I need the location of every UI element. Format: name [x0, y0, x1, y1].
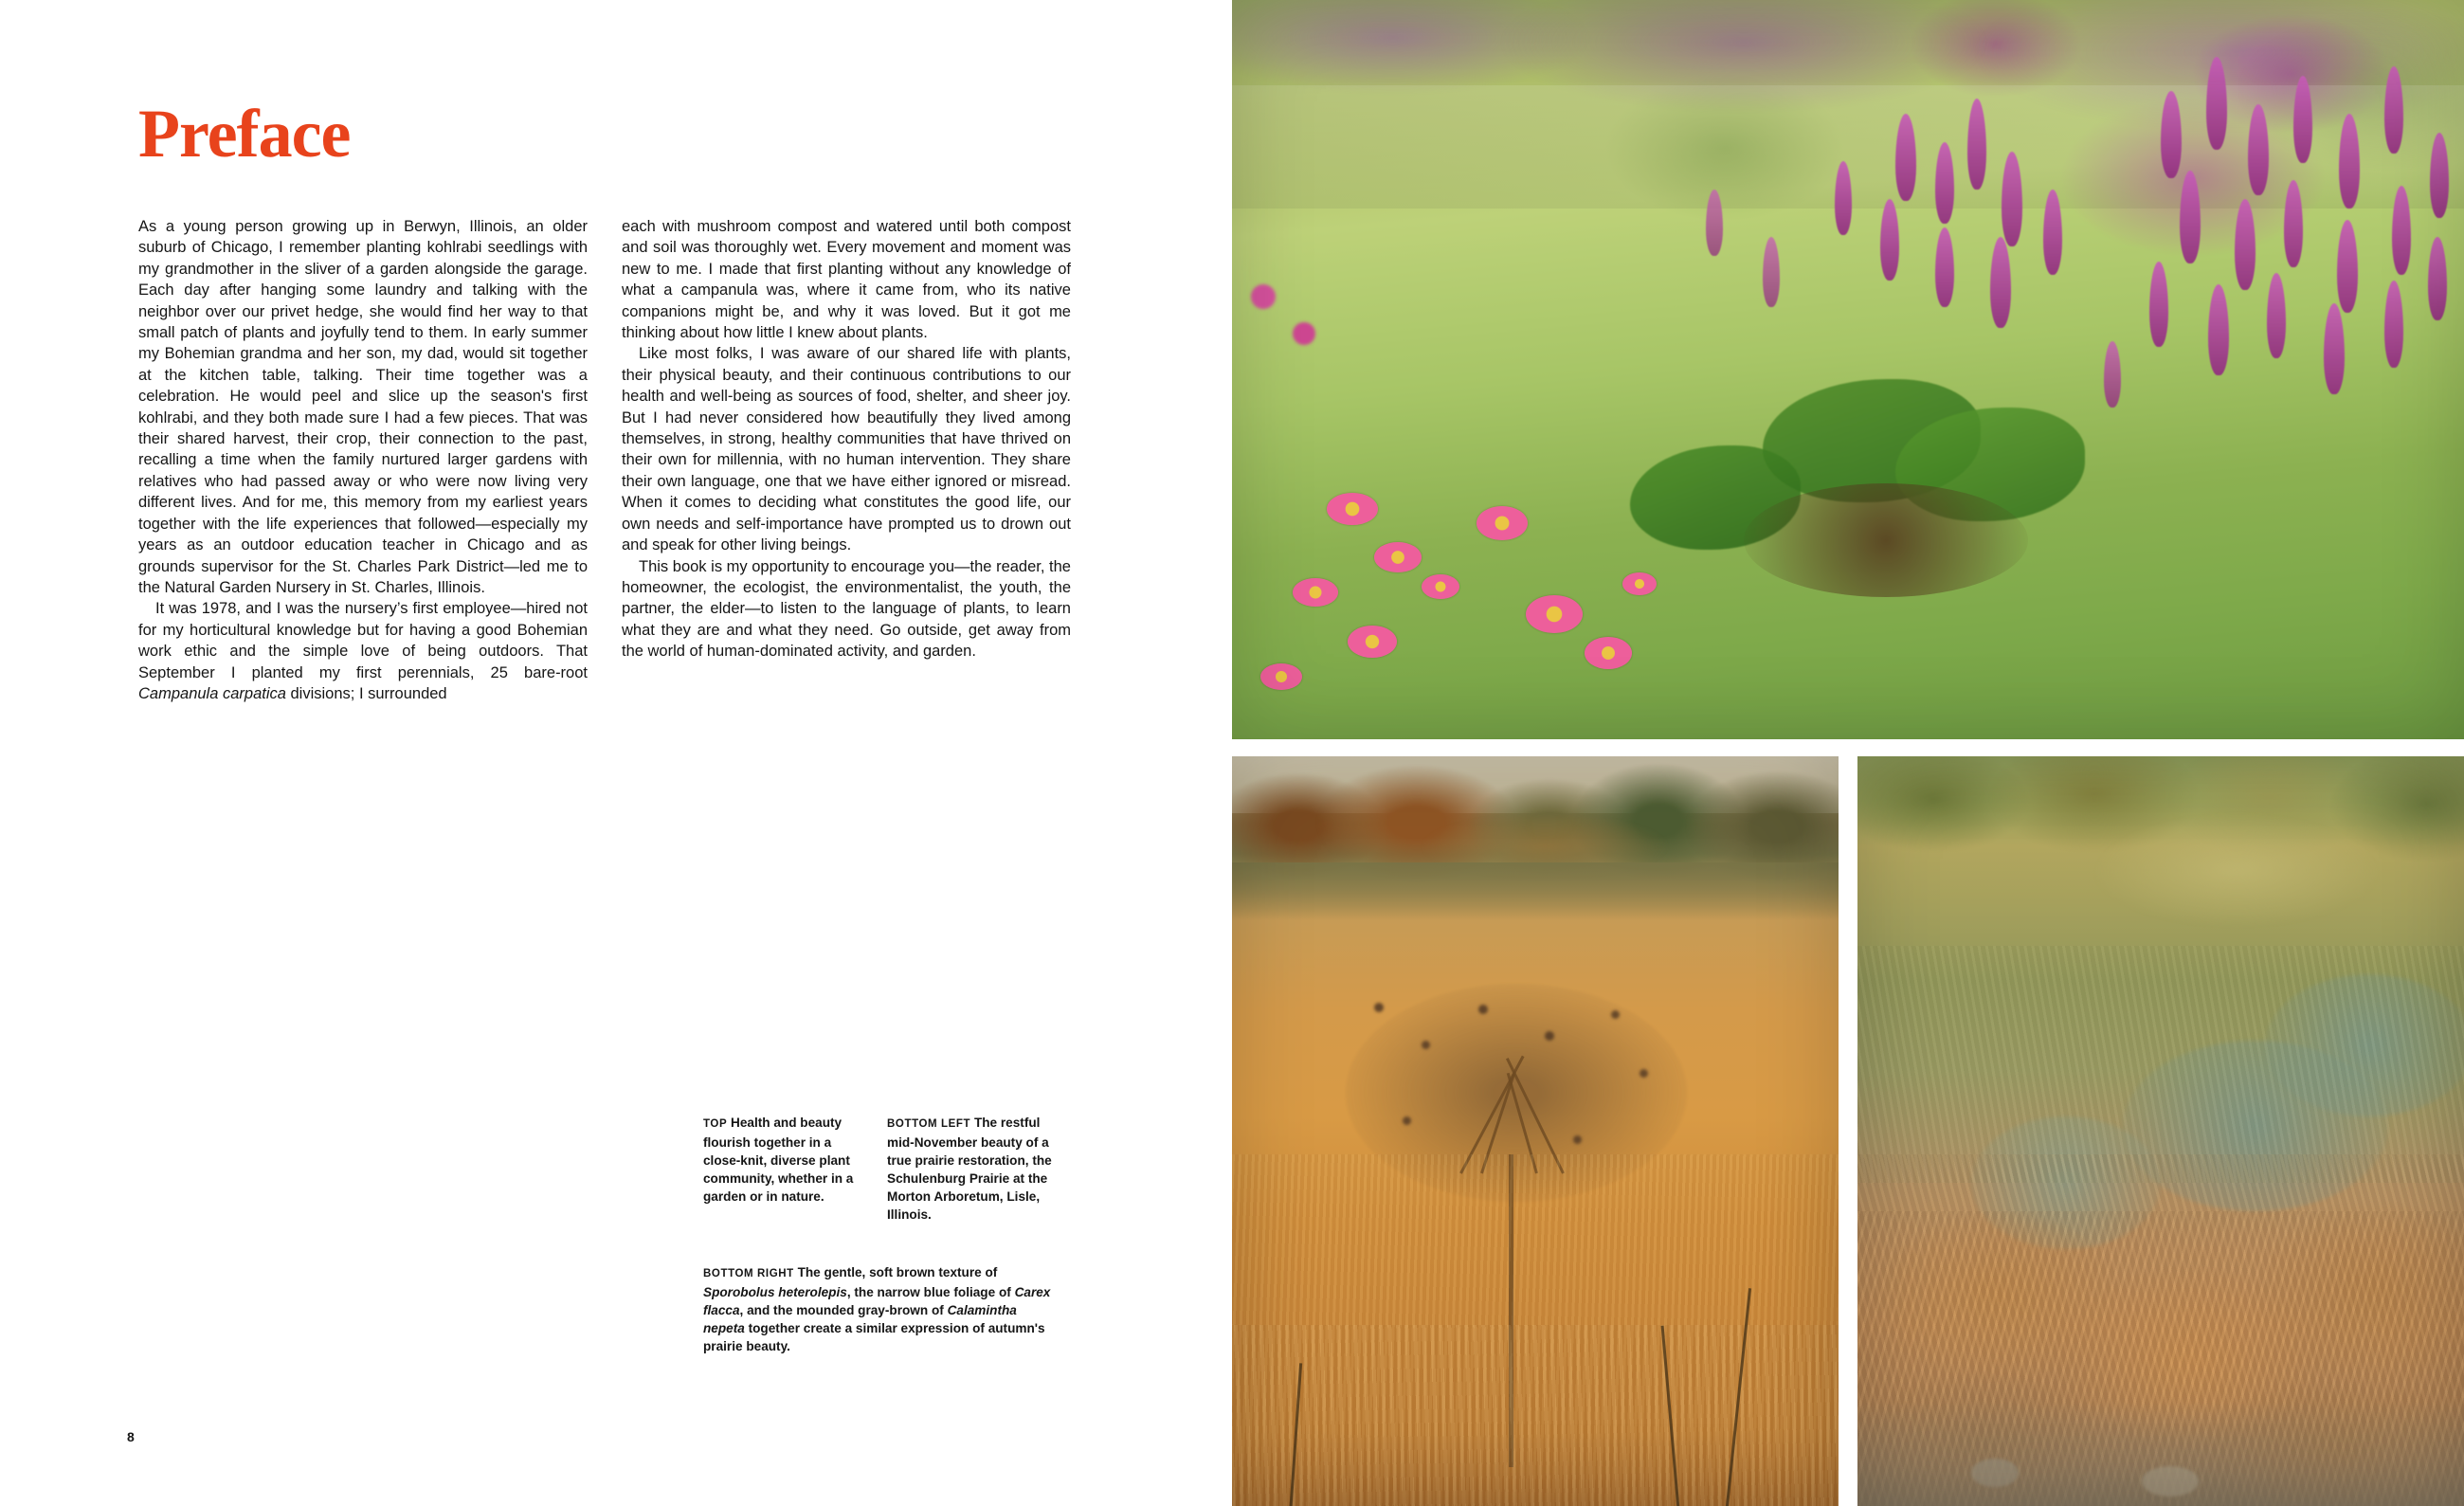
latin-name: Carex flacca [703, 1285, 1051, 1317]
caption-br-text-1: The gentle, soft brown texture of [797, 1265, 998, 1279]
caption-row-top [703, 1114, 1073, 1224]
body-column-1 [138, 216, 588, 704]
paragraph: As a young person growing up in Berwyn, Illinois, an older suburb of Chicago, I remember planting kohlrabi seedlings with my grandmother in the sliver of a garden alongside the garage. Each day after hanging some laundry and talking with the neighbor over our privet hedge, she would find her way to that small patch of plants and joyfully tend to them. In early summer my Bohemian grandma and her son, my dad, would sit together at the kitchen table, talking. Their time together was a celebration. He would peel and slice up the season's first kohlrabi, and they both made sure I had a few pieces. That was their shared harvest, their crop, their connection to the past, recalling a time when the family nurtured larger gardens with relatives who had passed away or who were now living very different lives. And for me, this memory from my earliest years together with the life experiences that followed—especially my years as an outdoor education teacher in Chicago and as grounds supervisor for the St. Charles Park District—led me to the Natural Garden Nursery in St. Charles, Illinois. [138, 218, 588, 596]
page-number: 8 [127, 1429, 135, 1444]
caption-top-lead: TOP [703, 1118, 728, 1130]
latin-name: Sporobolus heterolepis [703, 1285, 847, 1299]
caption-br-text-4: together create a similar expression of autumn's prairie beauty. [703, 1321, 1045, 1353]
body-columns [138, 216, 1072, 704]
photo-bottom-right-sporobolus-carex-calamintha [1857, 756, 2464, 1506]
caption-bottom-right-lead: BOTTOM RIGHT [703, 1268, 794, 1279]
latin-name: Calamintha nepeta [703, 1303, 1017, 1335]
caption-bottom-left-text: The restful mid-November beauty of a true prairie restoration, the Schulenburg Prairie at the Morton Arboretum, Lisle, Illinois. [887, 1116, 1052, 1222]
page-title: Preface [138, 96, 351, 172]
paragraph: Like most folks, I was aware of our shared life with plants, their physical beauty, and their continuous contributions to our health and well-being as sources of food, shelter, and sheer joy. But I had never considered how beautifully they lived among themselves, in strong, healthy communities that have thrived on their own for millennia, with no human intervention. They share their own language, one that we have either ignored or misread. When it comes to deciding what constitutes the good life, our own needs and self-importance have prompted us to drown out and speak for other living beings. [622, 345, 1071, 554]
caption-bottom-left [887, 1114, 1058, 1224]
caption-br-text-2: , the narrow blue foliage of [846, 1285, 1015, 1299]
caption-br-text-3: , and the mounded gray-brown of [739, 1303, 948, 1317]
right-image-page [1232, 0, 2464, 1506]
caption-block [703, 1114, 1073, 1355]
photo-top-prairie-liatris [1232, 0, 2464, 739]
caption-bottom-left-lead: BOTTOM LEFT [887, 1118, 971, 1130]
left-text-page [0, 0, 1221, 1506]
paragraph-text-before-italic: It was 1978, and I was the nursery’s first employee—hired not for my horticultural knowledge but for having a good Bohemian work ethic and the simple love of being outdoors. That September I planted my first perennials, 25 bare-root [138, 600, 588, 681]
photo-bottom-left-schulenburg-prairie [1232, 756, 1839, 1506]
paragraph [138, 598, 588, 704]
paragraph: This book is my opportunity to encourage you—the reader, the homeowner, the ecologist, the environmentalist, the youth, the partner, the elder—to listen to the language of plants, to learn what they are and what they need. Go outside, get away from the world of human-dominated activity, and garden. [622, 557, 1071, 661]
latin-name: Campanula carpatica [138, 684, 286, 702]
paragraph-text-after-italic: divisions; I surrounded [285, 684, 447, 702]
body-column-2 [622, 216, 1071, 704]
caption-top [703, 1114, 861, 1224]
caption-bottom-right [703, 1263, 1058, 1355]
caption-top-text: Health and beauty flourish together in a close-knit, diverse plant community, whether in a garden or in nature. [703, 1116, 854, 1204]
paragraph: each with mushroom compost and watered until both compost and soil was thoroughly wet. Every movement and moment was new to me. I made that first planting without any knowledge of what a campanula was, where it came from, who its native companions might be, and why it was loved. But it got me thinking about how little I knew about plants. [622, 218, 1071, 342]
